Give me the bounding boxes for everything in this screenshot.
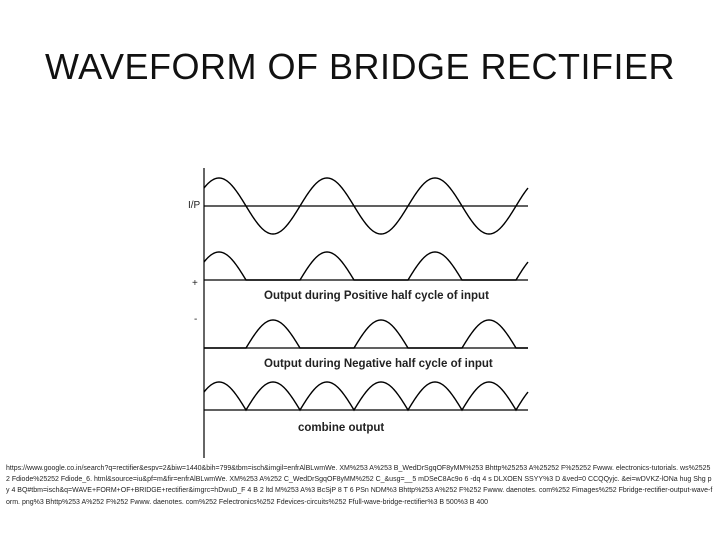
- slide-title: WAVEFORM OF BRIDGE RECTIFIER: [44, 46, 675, 87]
- waveform-diagram: [180, 162, 540, 462]
- combined-caption: combine output: [298, 422, 385, 434]
- combined-output: [204, 382, 528, 410]
- positive-half-output: [204, 252, 528, 280]
- input-waveform: [204, 178, 528, 234]
- input-label: I/P: [188, 200, 201, 211]
- positive-humps-curve: [204, 252, 528, 280]
- positive-caption: Output during Positive half cycle of input: [264, 290, 489, 302]
- combined-humps-curve: [204, 382, 528, 410]
- negative-half-output: [204, 320, 528, 348]
- waveform-figure: [180, 162, 540, 462]
- source-url: https://www.google.co.in/search?q=rectifier&espv=2&biw=1440&bih=799&tbm=isch&imgil=enfrAlBLwmWe. XM%253 A%253 B_WedDrSgqOF8yMM%253 Bhttp%25253 A%25252 F%25252 Fwww. electronics-tutorials. ws%25252 Fdiode%25252 Fdiode_6. html&source=iu&pf=m&fir=enfrAlBLwmWe. XM%253 A%252 C_WedDrSgqOF8yMM%252 C_&usg=__5 mDSeC8Ac9o 6 -dq 4 s DLXOEN SSYY%3 D &ved=0 CCQQyjc. &ei=wDVKZ-lONa hug Shg py 4 BQ#tbm=isch&q=WAVE+FORM+OF+BRIDGE+rectifier&imgrc=hDwuD_F 4 B 2 ltd M%253 A%3 BcSjP 8 T 6 PSn NDM%3 Bhttp%253 A%252 F%252 Fwww. daenotes. com%252 Fimages%252 Fbridge-rectifier-output-wave-form. png%3 Bhttp%253 A%252 F%252 Fwww. daenotes. com%252 Felectronics%252 Fdevices-circuits%252 Ffull-wave-bridge-rectifier%3 B 500%3 B 400: [6, 465, 713, 506]
- plus-label: +: [192, 278, 198, 289]
- negative-caption: Output during Negative half cycle of input: [264, 358, 493, 370]
- minus-label: -: [194, 314, 198, 325]
- negative-humps-curve: [204, 320, 528, 348]
